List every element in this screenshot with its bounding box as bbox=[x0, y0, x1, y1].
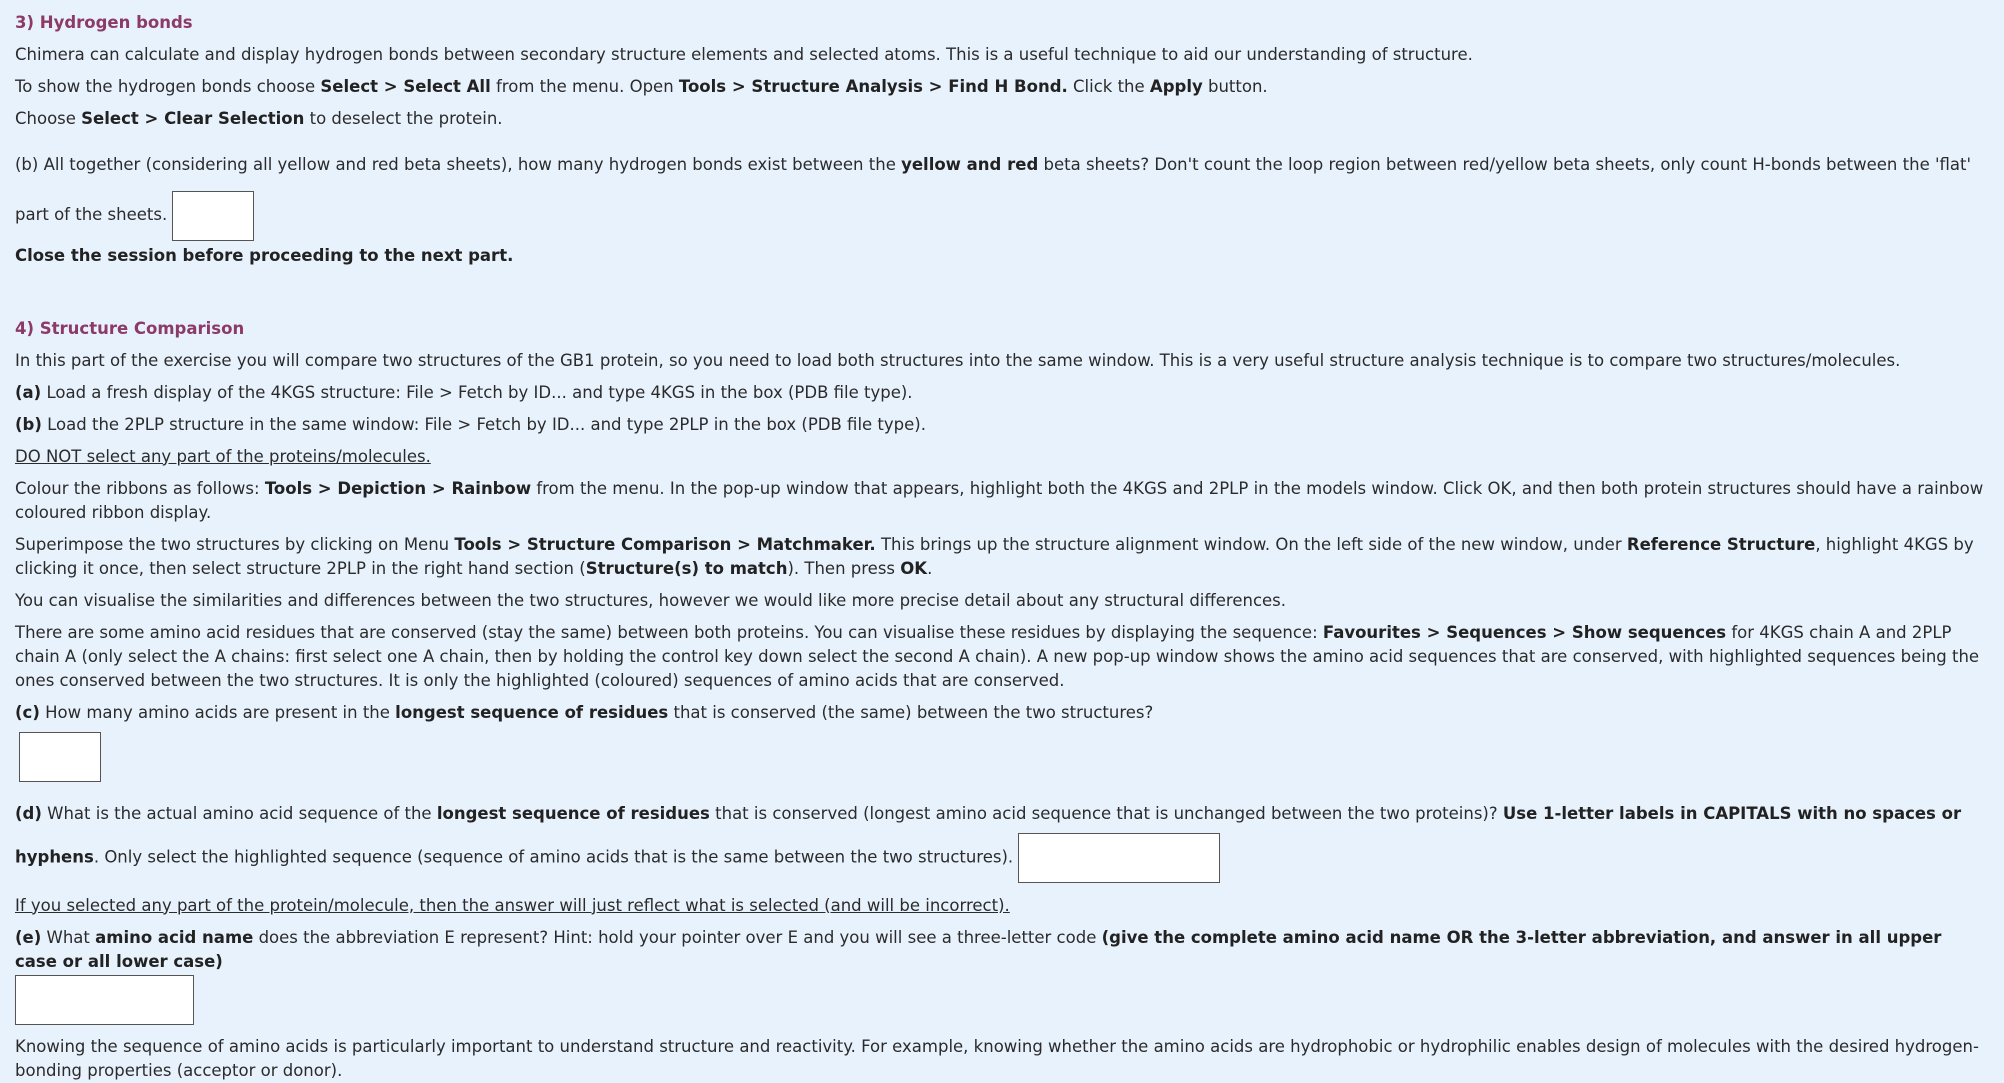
answer-4e-input[interactable] bbox=[15, 975, 194, 1025]
question-4d: (d) What is the actual amino acid sequence of the longest sequence of residues that is conserved (longest amino acid sequence that is unchanged between the two proteins)? Use 1-letter labels in CAPITALS with no spaces or hyphens. Only select the highlighted sequence (sequence of amino acids that is the same between the two structures). bbox=[15, 795, 1989, 883]
hbond-instructions: To show the hydrogen bonds choose Select > Select All from the menu. Open Tools > Structure Analysis > Find H Bond. Click the Apply button. bbox=[15, 77, 1268, 96]
question-3b: (b) All together (considering all yellow and red beta sheets), how many hydrogen bonds exist between the yellow and red beta sheets? Don't count the loop region between red/yellow beta sheets, only count H-bonds between the 'flat' part of the sheets. bbox=[15, 140, 1989, 241]
answer-4d-input[interactable] bbox=[1018, 833, 1220, 883]
superimpose-instruction: Superimpose the two structures by clicking on Menu Tools > Structure Comparison > Matchmaker. This brings up the structure alignment window. On the left side of the new window, under Reference Structure, highlight 4KGS by clicking it once, then select structure 2PLP in the right hand section (Structure(s) to match). Then press OK. bbox=[15, 534, 1974, 578]
section-3-title: 3) Hydrogen bonds bbox=[15, 13, 193, 32]
answer-4c-input[interactable] bbox=[19, 732, 101, 782]
visualise-note: You can visualise the similarities and differences between the two structures, however we would like more precise detail about any structural differences. bbox=[15, 590, 1287, 610]
hbond-intro: Chimera can calculate and display hydrogen bonds between secondary structure elements and selected atoms. This is a useful technique to aid our understanding of structure. bbox=[15, 45, 1473, 64]
question-4c: (c) How many amino acids are present in the longest sequence of residues that is conserved (the same) between the two structures? bbox=[15, 702, 1154, 722]
section-4-title: 4) Structure Comparison bbox=[15, 318, 245, 338]
selection-warning: If you selected any part of the protein/molecule, then the answer will just reflect what is selected (and will be incorrect). bbox=[15, 895, 1010, 915]
question-4e: (e) What amino acid name does the abbreviation E represent? Hint: hold your pointer over E and you will see a three-letter code (give the complete amino acid name OR the 3-letter abbreviation, and answer in all upper case or all lower case) bbox=[15, 927, 1942, 971]
no-select-warning: DO NOT select any part of the proteins/molecules. bbox=[15, 446, 431, 466]
question-4b: (b) Load the 2PLP structure in the same window: File > Fetch by ID... and type 2PLP in the box (PDB file type). bbox=[15, 414, 926, 434]
comparison-intro: In this part of the exercise you will compare two structures of the GB1 protein, so you need to load both structures into the same window. This is a very useful structure analysis technique is to compare two structures/molecules. bbox=[15, 350, 1901, 370]
clear-selection-instruction: Choose Select > Clear Selection to deselect the protein. bbox=[15, 109, 503, 128]
colour-ribbons-instruction: Colour the ribbons as follows: Tools > Depiction > Rainbow from the menu. In the pop-up window that appears, highlight both the 4KGS and 2PLP in the models window. Click OK, and then both protein structures should have a rainbow coloured ribbon display. bbox=[15, 478, 1984, 522]
answer-3b-input[interactable] bbox=[172, 191, 254, 241]
closing-note: Knowing the sequence of amino acids is particularly important to understand structure and reactivity. For example, knowing whether the amino acids are hydrophobic or hydrophilic enables design of molecules with the desired hydrogen-bonding properties (acceptor or donor). bbox=[15, 1036, 1979, 1080]
question-4a: (a) Load a fresh display of the 4KGS structure: File > Fetch by ID... and type 4KGS in the box (PDB file type). bbox=[15, 382, 913, 402]
conserved-residues-instruction: There are some amino acid residues that are conserved (stay the same) between both proteins. You can visualise these residues by displaying the sequence: Favourites > Sequences > Show sequences for 4KGS chain A and 2PLP chain A (only select the A chains: first select one A chain, then by holding the control key down select the second A chain). A new pop-up window shows the amino acid sequences that are conserved, with highlighted sequences being the ones conserved between the two structures. It is only the highlighted (coloured) sequences of amino acids that are conserved. bbox=[15, 622, 1980, 690]
close-session-note: Close the session before proceeding to the next part. bbox=[15, 245, 514, 265]
